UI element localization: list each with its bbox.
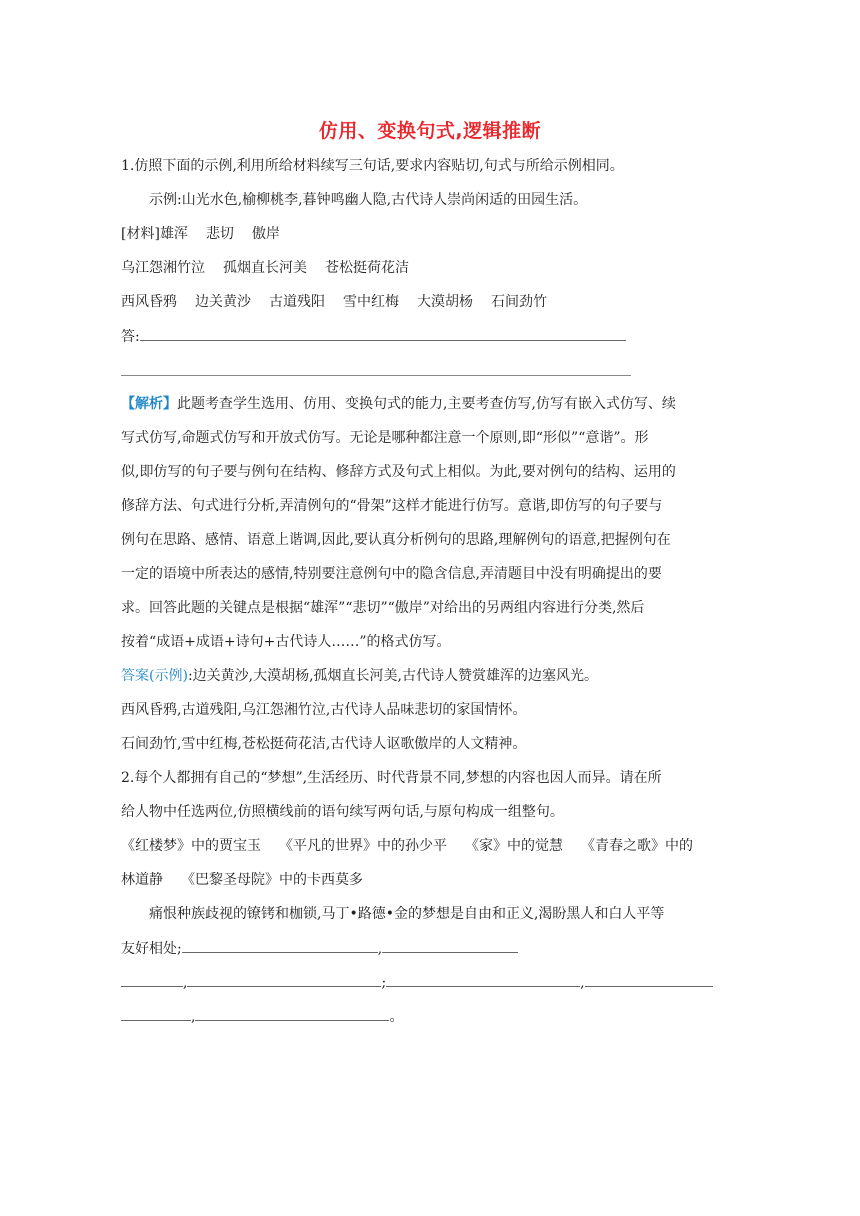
q2-example: 痛恨种族歧视的镣铐和枷锁,马丁•路德•金的梦想是自由和正义,渴盼黑人和白人平等 [149, 906, 665, 922]
q2-people [121, 870, 741, 890]
analysis-line: 求。回答此题的关键点是根据“雄浑”“悲切”“傲岸”对给出的另两组内容进行分类,然后 [121, 600, 645, 616]
analysis-line: 写式仿写,命题式仿写和开放式仿写。无论是哪种都注意一个原则,即“形似”“意谐”。形 [121, 430, 649, 446]
material-word: 雄浑 [159, 226, 188, 242]
person: 《平凡的世界》中的孙少平 [279, 838, 447, 854]
material-word: 傲岸 [251, 226, 280, 242]
material-label: [材料] [121, 226, 160, 242]
fill-blank[interactable] [121, 972, 183, 987]
q1-stem: 1.仿照下面的示例,利用所给材料续写三句话,要求内容贴切,句式与所给示例相同。 [121, 158, 624, 174]
answer-example-line: 答案(示例):边关黄沙,大漠胡杨,孤烟直长河美,古代诗人赞赏雄浑的边塞风光。 [121, 668, 599, 684]
analysis-line: 例句在思路、感情、语意上谐调,因此,要认真分析例句的思路,理解例句的语意,把握例句在 [121, 532, 671, 548]
answer-example-label: 答案(示例) [121, 668, 188, 684]
fill-blank[interactable] [386, 972, 580, 987]
person: 《巴黎圣母院》中的卡西莫多 [181, 872, 363, 888]
q2-stem: 给人物中任选两位,仿照横线前的语句续写两句话,与原句构成一组整句。 [121, 804, 564, 820]
material-word: 悲切 [205, 226, 234, 242]
q2-fill-line: , 。 [121, 1006, 741, 1027]
analysis-line: 修辞方法、句式进行分析,弄清例句的“骨架”这样才能进行仿写。意谐,即仿写的句子要与 [121, 498, 663, 514]
fill-blank[interactable] [195, 1006, 389, 1021]
answer-blank[interactable] [140, 326, 626, 341]
page-title: 仿用、变换句式,逻辑推断 [318, 120, 542, 142]
person: 林道静 [121, 872, 163, 888]
analysis-line: 似,即仿写的句子要与例句在结构、修辞方式及句式上相似。为此,要对例句的结构、运用的 [121, 464, 676, 480]
person: 《家》中的觉慧 [465, 838, 563, 854]
q1-poem-phrases [121, 258, 741, 278]
poem-phrase: 苍松挺荷花洁 [325, 260, 409, 276]
q1-idioms [121, 292, 741, 312]
idiom: 大漠胡杨 [417, 294, 473, 310]
analysis-line: 一定的语境中所表达的感情,特别要注意例句中的隐含信息,弄清题目中没有明确提出的要 [121, 566, 662, 582]
analysis-label: 【解析】 [121, 396, 177, 412]
answer-label: 答: [121, 329, 140, 345]
person: 《青春之歌》中的 [581, 838, 693, 854]
poem-phrase: 孤烟直长河美 [223, 260, 307, 276]
analysis-line: 按着“成语+成语+诗句+古代诗人……”的格式仿写。 [121, 634, 451, 650]
fill-blank[interactable] [585, 972, 713, 987]
person: 《红楼梦》中的贾宝玉 [121, 838, 261, 854]
fill-blank[interactable] [382, 938, 518, 953]
answer-example-line: 石间劲竹,雪中红梅,苍松挺荷花洁,古代诗人讴歌傲岸的人文精神。 [121, 736, 527, 752]
q2-fill-line: 友好相处; , [121, 938, 741, 959]
fill-blank[interactable] [182, 938, 378, 953]
q2-fill-line: , ; , [121, 972, 741, 993]
idiom: 古道残阳 [269, 294, 325, 310]
idiom: 石间劲竹 [491, 294, 547, 310]
idiom: 西风昏鸦 [121, 294, 177, 310]
idiom: 边关黄沙 [195, 294, 251, 310]
analysis-line: 【解析】此题考查学生选用、仿用、变换句式的能力,主要考查仿写,仿写有嵌入式仿写、续 [121, 396, 676, 412]
q1-material-line [121, 224, 741, 244]
answer-blank[interactable] [121, 375, 631, 376]
q1-example: 示例:山光水色,榆柳桃李,暮钟鸣幽人隐,古代诗人崇尚闲适的田园生活。 [149, 192, 588, 208]
q2-people [121, 836, 741, 856]
fill-blank[interactable] [121, 1006, 191, 1021]
answer-example-line: 西风昏鸦,古道残阳,乌江怨湘竹泣,古代诗人品味悲切的家国情怀。 [121, 702, 527, 718]
q1-answer-line [121, 326, 741, 347]
q2-stem: 2.每个人都拥有自己的“梦想”,生活经历、时代背景不同,梦想的内容也因人而异。请在所 [121, 770, 662, 786]
poem-phrase: 乌江怨湘竹泣 [121, 260, 205, 276]
fill-blank[interactable] [187, 972, 381, 987]
idiom: 雪中红梅 [343, 294, 399, 310]
